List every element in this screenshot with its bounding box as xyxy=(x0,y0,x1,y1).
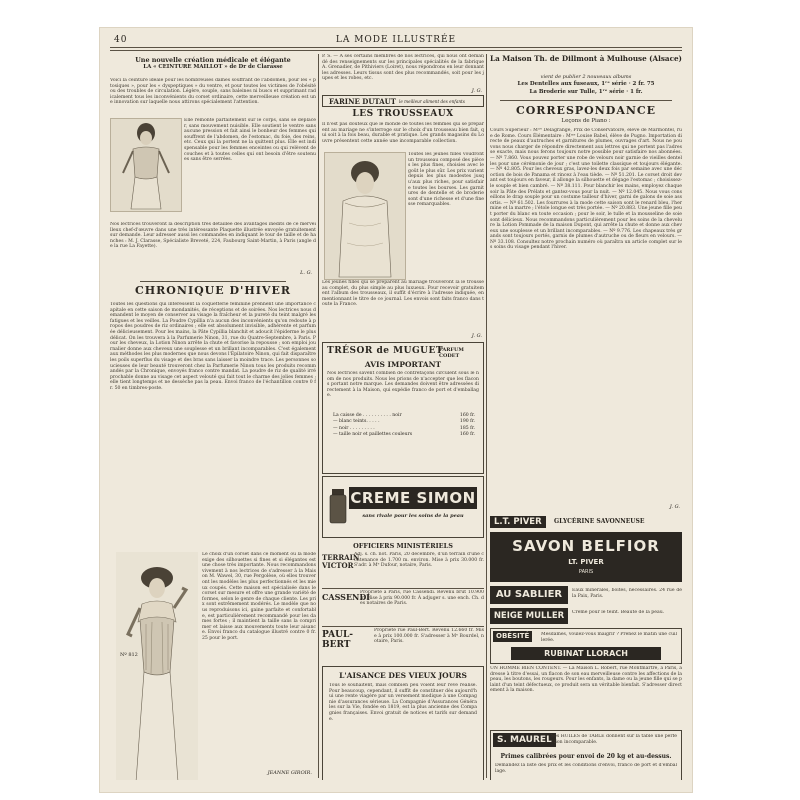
officier-text-1: Adj. s. ch. not. Paris, 20 décembre, d'un terrain d'une contenance de 1.700 m. environ. Mise à prix 30.000 fr. S'adr. à Mᵉ Dufour, notaire, Paris. xyxy=(354,552,484,569)
maison-line2: vient de publier 2 nouveaux albums xyxy=(540,74,632,80)
trousseaux-signature: J. G. xyxy=(471,333,482,339)
piver-header xyxy=(490,516,682,528)
tresor-title: TRÉSOR de MUGUET xyxy=(327,346,444,356)
maison-line3: Les Dentelles aux fuseaux, 1ʳᵉ série · 2 fr. 75 xyxy=(517,81,655,87)
sablier-ad xyxy=(490,586,682,604)
section-divider xyxy=(140,281,286,282)
savon-city: PARIS xyxy=(578,569,594,575)
corset-figure-illustration xyxy=(116,552,198,780)
avis-price-table xyxy=(333,413,475,439)
page-header xyxy=(100,28,692,46)
correspondance-body: Cours Supérieur : Mˡˡᵉ Delagrange, Prix de Conservatoire, élève de Marmontel, rue de Rome. Cours Élémentaire : Mᵐᵉ Louise Babel, élève de Pugno. Importation directe de peaux d'autruches et garnitures de plumes, ouvrages d'art. Nous ne pouvons nous charger de répondre directement aux lettres qui ne portent pas l'adresse exacte, mais nous ferons toujours notre possible pour satisfaire nos abonnées. — Nº 7.860. Vous pouvez porter une robe de velours noir garnie de vieilles dentelles pour une cérémonie de jour ; c'est une toilette classique et toujours élégante. — Nº 42.805. Pour les cheveux gras, lavez-les deux fois par semaine avec une décoction de bois de Panama et rincez à l'eau tiède. — Nº 51.201. Le corset droit devant est toujours en faveur, il allonge la silhouette et dégage l'estomac ; choisissez-le souple et bien cambré. — Nº 38.111. Pour blanchir les mains, employez chaque soir la Pâte des Prélats et gantez-vous pour la nuit. — Nº 12.045. Nous vous conseillons le drap souple pour un costume tailleur d'hiver, garni de galons de soie assortis. — Nº 61.502. Les fourrures à la mode cette saison sont le renard bleu, l'hermine et la martre ; l'étole longue est très portée. — Nº 20.883. Une jeune fille peut porter du blanc en toute occasion ; pour le soir, le tulle et la mousseline de soie sont délicieux. Nous recommandons particulièrement pour les soins de la chevelure la Lotion Pommade de la maison Dupont, qui arrête la chute et donne aux cheveux une souplesse et un brillant incomparables. — Nº 9.776. Les chapeaux très grands sont toujours portés, garnis de plumes d'autruche ou de fleurs en velours. — Nº 33.108. Consultez notre prochain numéro où paraîtra un article complet sur les soins du visage pendant l'hiver. xyxy=(490,128,682,251)
neige-text: Crème pour le teint. Beauté de la peau. xyxy=(572,610,665,615)
rubinat-title: RUBINAT LLORACH xyxy=(511,647,661,660)
page-number: 40 xyxy=(114,35,128,45)
column-right xyxy=(490,52,682,780)
avis-row: — blanc teints. . . . . 190 fr. xyxy=(333,419,475,425)
maurel-small: Demandez la liste des prix et les conditions d'envoi, franco de port et d'emballage. xyxy=(495,763,677,774)
newspaper-page xyxy=(100,28,692,792)
column-left xyxy=(110,52,316,780)
chronique-title: CHRONIQUE D'HIVER xyxy=(135,284,291,297)
officier-text-3: Propriété rue Paul-Bert. Revenu 12.660 fr. Mise à prix 100.000 fr. S'adresser à Mᵉ Bourdel, notaire, Paris. xyxy=(374,628,484,645)
farine-subtitle: le meilleur aliment des enfants xyxy=(399,99,465,104)
creme-subtitle: sans rivale pour les soins de la peau xyxy=(362,513,464,519)
trousseaux-title: LES TROUSSEAUX xyxy=(352,109,454,119)
correspondance-signature: J. G. xyxy=(669,504,680,510)
maurel-line: Primes calibrées pour envoi de 20 kg et au-dessus. xyxy=(500,753,672,760)
article-subtitle-ceinture: LA « CEINTURE MAILLOT » de Dr de Clarasse xyxy=(143,64,283,70)
obesite-ad xyxy=(490,628,682,664)
aisance-ad xyxy=(322,666,484,780)
savon-subtitle: LT. PIVER xyxy=(568,558,604,566)
article-ceinture-body xyxy=(110,78,316,278)
maison-line4: La Broderie sur Tulle, 1ʳᵉ série · 1 fr. xyxy=(529,89,643,95)
ceinture-text-bottom: Nos lectrices trouveront la description très détaillée des avantages inédits de ce merveilleux chef-d'œuvre dans une très intéressante Plaquette illustrée envoyée gratuitement sur demande. Leur adresser aussi les commandes en indiquant le tour de taille et de hanches : M. J. Clarasse, Spécialiste Breveté, 224, Faubourg Saint-Martin, à Paris (angle de la rue La Fayette). xyxy=(110,222,316,250)
creme-banner xyxy=(349,487,477,509)
neige-muller-ad xyxy=(490,608,682,624)
header-rule xyxy=(110,47,682,48)
avis-row: La caisse de . . . . . . . . . . noir 160 fr. xyxy=(333,413,475,418)
aisance-title: L'AISANCE DES VIEUX JOURS xyxy=(339,671,467,680)
obesite-text: Mesdames, voulez-vous maigrir ? Prenez le matin une cuillerée. xyxy=(541,632,677,642)
page-title: LA MODE ILLUSTRÉE xyxy=(335,35,457,45)
farine-title: FARINE DUTAUT xyxy=(329,97,396,106)
correspondance-subtitle: Leçons de Piano : xyxy=(561,118,611,124)
avis-row: — taille noir et paillettes couleurs 160 fr. xyxy=(333,432,475,438)
farine-ad xyxy=(322,95,484,107)
officier-name-3: PAUL-BERT xyxy=(322,630,354,650)
piver-title: L.T. PIVER xyxy=(490,516,546,528)
figure-label: Nº 812 xyxy=(120,652,138,658)
aisance-text: Tous le souhaitent, mais combien peu voient leur rêve réalisé. Pour beaucoup, cependant, il suffit de constituer dès aujourd'hui une rente viagère par un versement modique à une Compagnie d'assurances sérieuse. La Compagnie d'Assurances Générales sur la Vie, fondée en 1819, est la plus ancienne des Compagnies françaises. Envoi gratuit de notices et tarifs sur demande. xyxy=(329,683,477,722)
creme-simon-ad xyxy=(322,476,484,538)
column-rule-1 xyxy=(318,54,319,778)
lingerie-illustration xyxy=(324,152,406,280)
officiers-title: OFFICIERS MINISTÉRIELS xyxy=(353,542,453,550)
obesite-title: OBÉSITÉ xyxy=(493,631,532,642)
avis-text: Nos lectrices savent combien de contrefaçons circulent sous le nom de nos produits. Nous les prions de n'accepter que les flacons portant notre marque. Les demandes doivent être adressées directement à la Maison, qui expédie franco de port et d'emballage. xyxy=(327,371,479,399)
bien-content-text: UN HOMME BIEN CONTENT. — La Maison L. Robert, rue Montmartre, à Paris, adresse à titre d'essai, un flacon de son eau merveilleuse contre les affections de la peau, les boutons, les rougeurs. Pour les enfants, la dame ou la jeune fille qui se plaint d'un teint défectueux, ce produit sera un véritable bienfait. S'adresser directement à la maison. xyxy=(490,666,682,694)
corset-illustration xyxy=(110,118,182,212)
officier-divider xyxy=(322,588,484,589)
sablier-title: AU SABLIER xyxy=(490,586,568,604)
maurel-text: Ses HUILES de TABLE donnent sur la table une perfection incomparable. xyxy=(551,734,677,745)
ceinture-signature: L. G. xyxy=(300,270,312,276)
correspondance-title: CORRESPONDANCE xyxy=(515,104,657,117)
neige-title: NEIGE MULLER xyxy=(490,608,568,624)
maison-title: La Maison Th. de Dillmont à Mulhouse (Alsace) xyxy=(490,54,682,63)
trousseaux-side-text: Toutes les jeunes filles voudront un trousseau composé des pièces les plus fines, choisies avec le goût le plus sûr. Les prix varient depuis les plus modestes jusqu'aux plus riches, pour satisfaire toutes les bourses. Les garnitures de dentelle et de broderie sont d'une richesse et d'une finesse remarquables. xyxy=(408,152,484,208)
trousseaux-body: Les jeunes filles qui se préparent au mariage trouveront là le trousseau complet, du plus simple au plus luxueux. Pour recevoir gratuitement l'album des trousseaux, il suffit d'écrire à l'adresse indiquée, en mentionnant le titre de ce journal. Les envois sont faits franco dans toute la France. xyxy=(322,280,484,308)
officier-divider xyxy=(322,626,484,627)
maurel-ad xyxy=(490,730,682,780)
creme-title: CREME SIMON xyxy=(350,489,476,507)
ceinture-text-top: Voici la ceinture idéale pour les nombreuses dames souffrant de l'abdomen, pour les « ptosiques », pour les « dyspeptiques » du ventre, et pour toutes les victimes de l'obésité ou des troubles de circulation. Légère, souple, sans baleines ni buscs et supprimant radicalement tous les inconvénients du corset ordinaire, cette merveilleuse création est une innovation sur laquelle nous attirons spécialement l'attention. xyxy=(110,78,316,106)
column-rule-2 xyxy=(486,54,487,778)
maurel-title: S. MAUREL xyxy=(493,733,556,747)
col1-signature: JEANNE GIROIR. xyxy=(267,770,312,776)
officier-name-1: TERRAIN VICTOR xyxy=(322,553,360,570)
ps-text: P. S. — A ses certains membres de nos lectrices, qui nous ont demandé des renseignements sur les principales spécialités de la fabrique A. Grenadier, de Pithiviers (Loiret), nous répondrons en leur donnant les adresses. Leurs tissus sont des plus recommandés, soit pour les jupes et les robes, etc. xyxy=(322,54,484,82)
savon-title: SAVON BELFIOR xyxy=(512,537,660,555)
corset-figure-text: Le choix d'un corset dans ce moment où la mode exige des silhouettes si fines et si élégantes est une chose très importante. Nous recommandons vivement à nos lectrices de s'adresser à la Maison M. Wawel, 30, rue Pergolèse, où elles trouveront les modèles les plus perfectionnés et les mieux coupés. Cette maison est spécialisée dans le corset sur mesure et offre une grande variété de formes, selon le genre de chaque cliente. Les prix sont extrêmement modérés. Le modèle que nous reproduisons ici, gaine parfaite et confortable, est particulièrement recommandé pour les dames fortes ; il maintient la taille sans la comprimer et laisse aux mouvements toute leur aisance. Envoi franco du catalogue illustré contre 0 fr. 25 pour le port. xyxy=(202,552,316,641)
tresor-muguet-ad xyxy=(322,342,484,474)
article-title-ceinture: Une nouvelle création médicale et élégante xyxy=(135,56,291,64)
officier-text-2: Propriété à Paris, rue Cassendi. Revenu brut 10.900 fr. Mise à prix 90.000 fr. À adjuger s. une ench. Ch. des notaires de Paris. xyxy=(360,590,484,607)
jar-icon xyxy=(329,485,347,525)
header-rule-thin xyxy=(110,50,682,51)
section-divider xyxy=(500,100,672,101)
ceinture-text-side: Elle remonte parfaitement sur le corps, sans se déplacer, sans mouvement nuisible. Elle soutient le ventre sans aucune pression et fait ainsi le bonheur des femmes qui souffrent de l'abdomen, de l'estomac, du foie, des reins, etc. Ceux qui la portent ne la quittent plus. Elle est indispensable pour les femmes enceintes ou qui relèvent de couches et à toutes celles qui ont besoin d'être soutenues sans être serrées. xyxy=(184,118,316,163)
chronique-body: Toutes les questions qui intéressent la coquetterie féminine prennent une importance capitale en cette saison de mondanités, de réceptions et de soirées. Nos lectrices nous demandent le moyen de conserver au visage la fraîcheur et la pureté du teint malgré les fatigues et les veilles. La Poudre Cypillia n'a aucun des inconvénients qu'on redoute à propos des poudres de riz ordinaires ; elle est absolument invisible, adhérente et parfumée délicieusement. Pour les mains, la Pâte Cypillia blanchit et adoucit l'épiderme le plus délicat. On les trouvera à la Parfumerie Ninon, 31, rue du Quatre-Septembre, à Paris. Pour les cheveux, la Lotion Ninon arrête la chute et favorise la repousse ; son emploi journalier donne aux cheveux une souplesse et un brillant incomparables. C'est également aux méthodes les plus modernes que nous devons l'Épilatoire Ninon, qui fait disparaître les poils superflus du visage et des bras sans laisser la moindre trace. Les personnes soucieuses de leur beauté trouveront chez la Parfumerie Ninon tous les produits recommandés par la Chronique, envoyés franco contre mandat. La poudre de riz de qualité irréprochable donne au visage cet aspect velouté qui fait tout le charme des jolies femmes ; elle tient longtemps et ne dessèche pas la peau. Envoi franco de l'échantillon contre 0 fr. 50 en timbres-poste. xyxy=(110,302,316,391)
officiers-listings xyxy=(322,552,484,662)
ps-signature: J. G. xyxy=(471,88,482,94)
savon-belfior-ad xyxy=(490,532,682,582)
column-middle xyxy=(322,52,484,780)
piver-line: GLYCÉRINE SAVONNEUSE xyxy=(554,518,645,525)
officier-name-2: CASSENDI xyxy=(322,592,371,602)
trousseaux-intro: Il n'est pas douteux que le monde de toutes les femmes qui se préparent au mariage ne s'interroge sur le choix d'un trousseau bien fait, qui soit à la fois beau, durable et pratique. Les grands magasins du Louvre présentent cette année une incomparable collection. xyxy=(322,122,484,144)
sablier-text: Eaux minérales, boîtes, nécessaires. 24 rue de la Paix, Paris. xyxy=(572,588,682,599)
avis-title: AVIS IMPORTANT xyxy=(364,360,442,369)
avis-row: — noir . . . . . . . . . 185 fr. xyxy=(333,425,475,431)
tresor-brand: PARFUM CODET xyxy=(439,347,464,359)
